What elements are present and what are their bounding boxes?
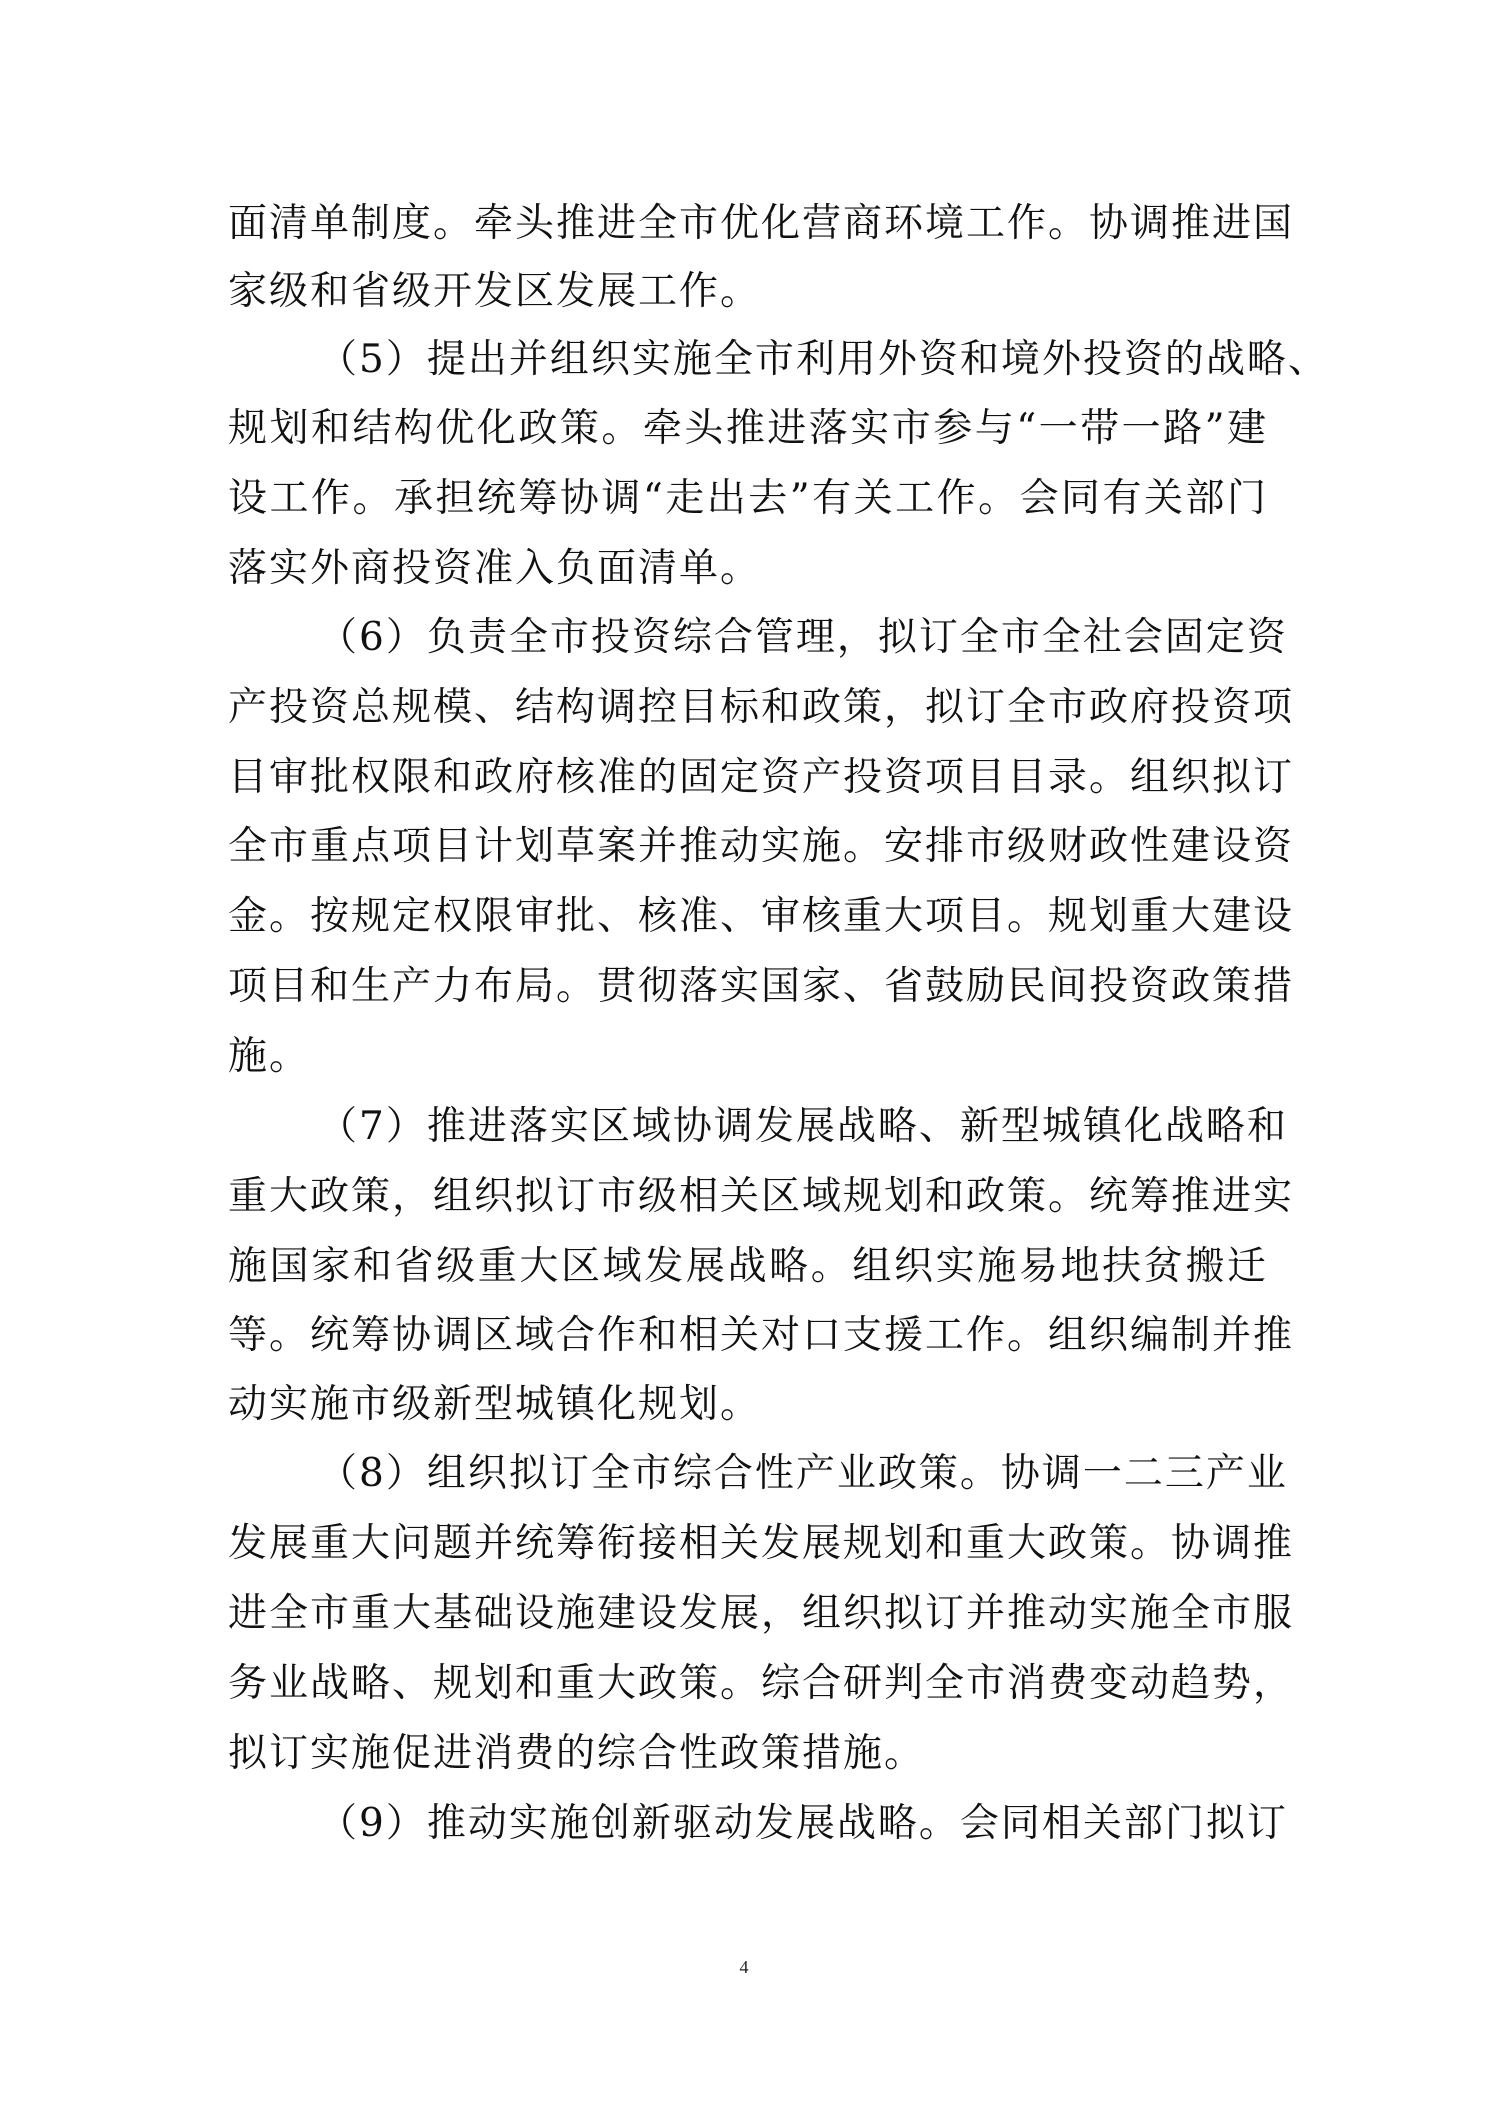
paragraph-9-start: （9）推动实施创新驱动发展战略。会同相关部门拟订: [318, 1801, 1288, 1846]
text-line: 金。按规定权限审批、核准、审核重大项目。规划重大建设: [228, 894, 1295, 939]
text-line: 等。统筹协调区域合作和相关对口支援工作。组织编制并推: [228, 1313, 1295, 1358]
text-line: 动实施市级新型城镇化规划。: [228, 1382, 762, 1427]
text-line: 面清单制度。牵头推进全市优化营商环境工作。协调推进国: [228, 201, 1295, 246]
text-line: 项目和生产力布局。贯彻落实国家、省鼓励民间投资政策措: [228, 964, 1295, 1009]
paragraph-5-start: （5）提出并组织实施全市利用外资和境外投资的战略、: [318, 337, 1329, 382]
text-line: 发展重大问题并统筹衔接相关发展规划和重大政策。协调推: [228, 1521, 1295, 1566]
text-line: 施。: [228, 1034, 311, 1079]
text-line: 规划和结构优化政策。牵头推进落实市参与“一带一路”建: [228, 406, 1268, 451]
text-line: 落实外商投资准入负面清单。: [228, 546, 762, 591]
paragraph-6-start: （6）负责全市投资综合管理，拟订全市全社会固定资: [318, 615, 1288, 660]
text-line: 设工作。承担统筹协调“走出去”有关工作。会同有关部门: [228, 476, 1268, 521]
text-line: 重大政策，组织拟订市级相关区域规划和政策。统筹推进实: [228, 1174, 1295, 1219]
text-line: 进全市重大基础设施建设发展，组织拟订并推动实施全市服: [228, 1591, 1295, 1636]
text-line: 目审批权限和政府核准的固定资产投资项目目录。组织拟订: [228, 755, 1295, 800]
paragraph-8-start: （8）组织拟订全市综合性产业政策。协调一二三产业: [318, 1451, 1288, 1496]
text-line: 施国家和省级重大区域发展战略。组织实施易地扶贫搬迁: [228, 1244, 1268, 1289]
page-number: 4: [739, 1957, 749, 1977]
text-line: 产投资总规模、结构调控目标和政策，拟订全市政府投资项: [228, 685, 1295, 730]
paragraph-7-start: （7）推进落实区域协调发展战略、新型城镇化战略和: [318, 1104, 1288, 1149]
text-line: 全市重点项目计划草案并推动实施。安排市级财政性建设资: [228, 824, 1295, 869]
text-line: 务业战略、规划和重大政策。综合研判全市消费变动趋势，: [228, 1661, 1295, 1706]
text-line: 家级和省级开发区发展工作。: [228, 269, 762, 314]
text-line: 拟订实施促进消费的综合性政策措施。: [228, 1731, 926, 1776]
